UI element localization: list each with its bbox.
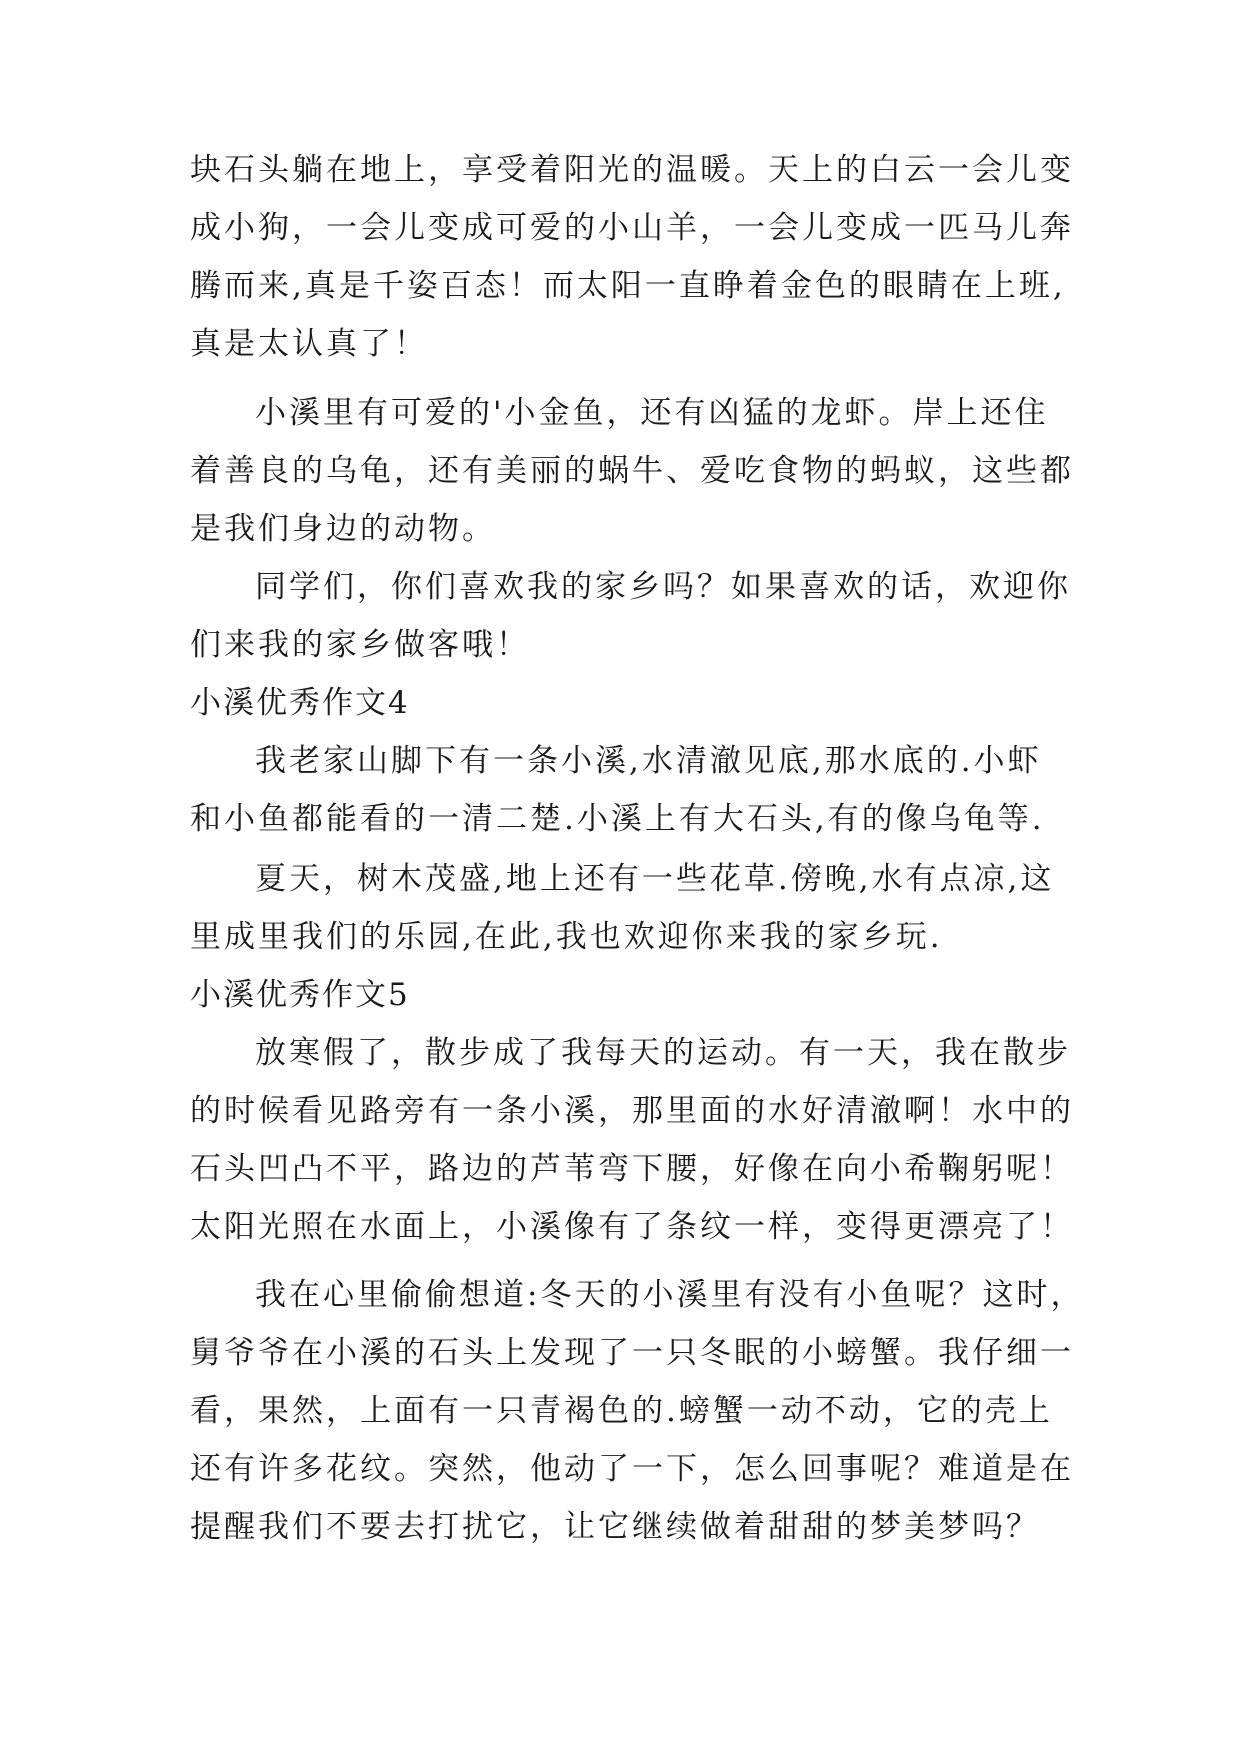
text-line: 看，果然，上面有一只青褐色的.螃蟹一动不动，它的壳上 [190, 1393, 1053, 1429]
paragraph-first-line: 我在心里偷偷想道:冬天的小溪里有没有小鱼呢？这时， [255, 1277, 1085, 1313]
text-line: 块石头躺在地上，享受着阳光的温暖。天上的白云一会儿变 [190, 152, 1074, 188]
text-line: 提醒我们不要去打扰它，让它继续做着甜甜的梦美梦吗？ [190, 1509, 1040, 1545]
section-heading-4: 小溪优秀作文4 [190, 685, 410, 721]
text-line: 是我们身边的动物。 [190, 511, 496, 547]
text-line: 的时候看见路旁有一条小溪，那里面的水好清澈啊！水中的 [190, 1093, 1074, 1129]
paragraph-first-line: 夏天，树木茂盛,地上还有一些花草.傍晚,水有点凉,这 [255, 861, 1055, 897]
section-heading-5: 小溪优秀作文5 [190, 977, 410, 1013]
text-line: 们来我的家乡做客哦！ [190, 627, 530, 663]
text-line: 着善良的乌龟，还有美丽的蜗牛、爱吃食物的蚂蚁，这些都 [190, 453, 1074, 489]
text-line: 成小狗，一会儿变成可爱的小山羊，一会儿变成一匹马儿奔 [190, 210, 1074, 246]
text-line: 还有许多花纹。突然，他动了一下，怎么回事呢？难道是在 [190, 1451, 1074, 1487]
text-line: 真是太认真了！ [190, 326, 428, 362]
text-line: 和小鱼都能看的一清二楚.小溪上有大石头,有的像乌龟等. [190, 801, 1045, 837]
paragraph-first-line: 我老家山脚下有一条小溪,水清澈见底,那水底的.小虾 [255, 743, 1042, 779]
paragraph-first-line: 小溪里有可爱的'小金鱼，还有凶猛的龙虾。岸上还住 [255, 395, 1049, 431]
paragraph-first-line: 同学们，你们喜欢我的家乡吗？如果喜欢的话，欢迎你 [255, 569, 1071, 605]
text-line: 里成里我们的乐园,在此,我也欢迎你来我的家乡玩. [190, 919, 943, 955]
paragraph-first-line: 放寒假了，散步成了我每天的运动。有一天，我在散步 [255, 1035, 1071, 1071]
text-line: 石头凹凸不平，路边的芦苇弯下腰，好像在向小希鞠躬呢！ [190, 1151, 1074, 1187]
text-line: 舅爷爷在小溪的石头上发现了一只冬眠的小螃蟹。我仔细一 [190, 1335, 1074, 1371]
text-line: 腾而来,真是千姿百态！而太阳一直睁着金色的眼睛在上班, [190, 268, 1066, 304]
text-line: 太阳光照在水面上，小溪像有了条纹一样，变得更漂亮了！ [190, 1209, 1074, 1245]
